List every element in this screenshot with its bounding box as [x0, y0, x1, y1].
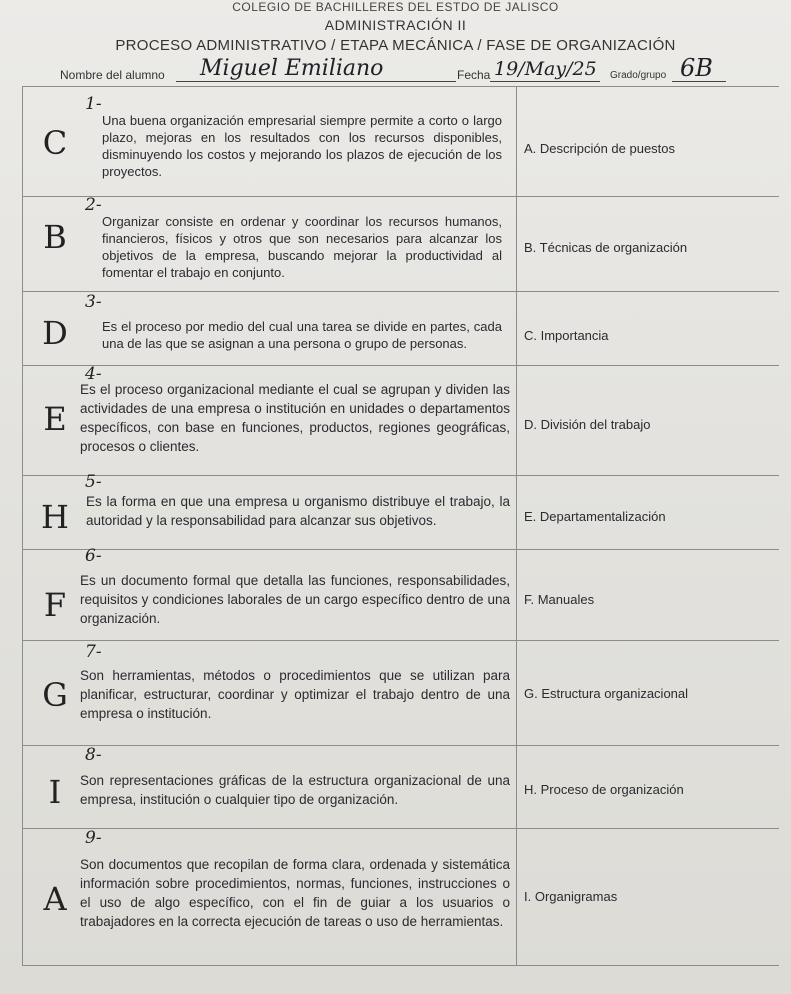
worksheet-subtitle: PROCESO ADMINISTRATIVO / ETAPA MECÁNICA / FASE DE ORGANIZACIÓN	[115, 37, 676, 54]
question-text: Son herramientas, métodos o procedimientos que se utilizan para planificar, estructurar, coordinar y optimizar el trabajo dentro de una empresa o institución.	[80, 668, 510, 721]
row-divider	[22, 291, 779, 292]
option-d: D. División del trabajo	[524, 417, 651, 432]
handwritten-answer: G	[42, 676, 68, 714]
row-divider	[22, 475, 779, 476]
question-number: 1-	[85, 94, 102, 114]
question-text: Es la forma en que una empresa u organismo distribuye el trabajo, la autoridad y la responsabilidad para alcanzar sus objetivos.	[86, 494, 510, 528]
question-text: Es el proceso por medio del cual una tarea se divide en partes, cada una de las que se asignan a una persona o grupo de personas.	[102, 319, 502, 351]
student-info-row	[60, 54, 740, 84]
question-text: Una buena organización empresarial siempre permite a corto o largo plazo, mejoras en los resultados con los recursos disponibles, disminuyendo los costos y mejorando los plazos de ejecución de los proyectos.	[102, 113, 502, 179]
question-text: Es el proceso organizacional mediante el cual se agrupan y dividen las actividades de una empresa o institución en unidades o departamentos específicos, con base en funciones, productos, regiones geográficas, procesos o clientes.	[80, 382, 510, 454]
option-f: F. Manuales	[524, 592, 595, 607]
column-divider	[516, 86, 517, 966]
group-handwritten: 6B	[680, 54, 713, 82]
handwritten-answer: I	[48, 773, 62, 811]
option-e: E. Departamentalización	[524, 509, 666, 524]
option-i: I. Organigramas	[524, 889, 618, 904]
name-line	[176, 81, 456, 82]
row-divider	[22, 365, 779, 366]
handwritten-answer: B	[43, 218, 67, 256]
group-label: Grado/grupo	[610, 70, 667, 81]
subject-title: ADMINISTRACIÓN II	[324, 17, 467, 33]
question-text: Organizar consiste en ordenar y coordinar los recursos humanos, financieros, físicos y otros que son necesarios para alcanzar los objetivos de la empresa, buscando mejorar la productividad al fomentar el trabajo en conjunto.	[102, 214, 502, 280]
school-name: COLEGIO DE BACHILLERES DEL ESTDO DE JALISCO	[232, 0, 559, 14]
date-line	[490, 81, 600, 82]
option-a: A. Descripción de puestos	[524, 141, 676, 156]
question-text: Es un documento formal que detalla las funciones, responsabilidades, requisitos y condiciones laborales de un cargo específico dentro de una organización.	[80, 573, 510, 626]
date-label: Fecha	[457, 68, 491, 82]
question-number: 9-	[85, 828, 102, 848]
date-handwritten: 19/May/25	[494, 58, 597, 80]
question-text: Son documentos que recopilan de forma clara, ordenada y sistemática información sobre procedimientos, normas, funciones, instrucciones o el uso de algo específico, con el fin de guiar a los usuarios o trabajadores en la correcta ejecución de tareas o uso de herramientas.	[80, 857, 510, 929]
row-divider	[22, 745, 779, 746]
question-text: Son representaciones gráficas de la estructura organizacional de una empresa, institución o cualquier tipo de organización.	[80, 773, 510, 807]
option-g: G. Estructura organizacional	[524, 686, 689, 701]
name-label: Nombre del alumno	[60, 68, 165, 82]
option-c: C. Importancia	[524, 328, 609, 343]
handwritten-answer: A	[43, 880, 67, 918]
question-number: 5-	[85, 472, 102, 492]
name-handwritten: Miguel Emiliano	[200, 56, 384, 81]
row-divider	[22, 640, 779, 641]
question-number: 6-	[85, 546, 102, 566]
row-divider	[22, 549, 779, 550]
option-b: B. Técnicas de organización	[524, 240, 688, 255]
handwritten-answer: C	[42, 124, 68, 162]
question-number: 3-	[85, 292, 102, 312]
handwritten-answer: E	[43, 400, 67, 438]
row-divider	[22, 196, 779, 197]
row-divider	[22, 828, 779, 829]
question-number: 2-	[85, 195, 102, 215]
question-number: 7-	[85, 642, 102, 662]
question-number: 8-	[85, 745, 102, 765]
handwritten-answer: H	[41, 498, 69, 536]
handwritten-answer: F	[43, 586, 67, 624]
option-h: H. Proceso de organización	[524, 782, 684, 797]
handwritten-answer: D	[42, 314, 68, 352]
question-number: 4-	[85, 364, 102, 384]
